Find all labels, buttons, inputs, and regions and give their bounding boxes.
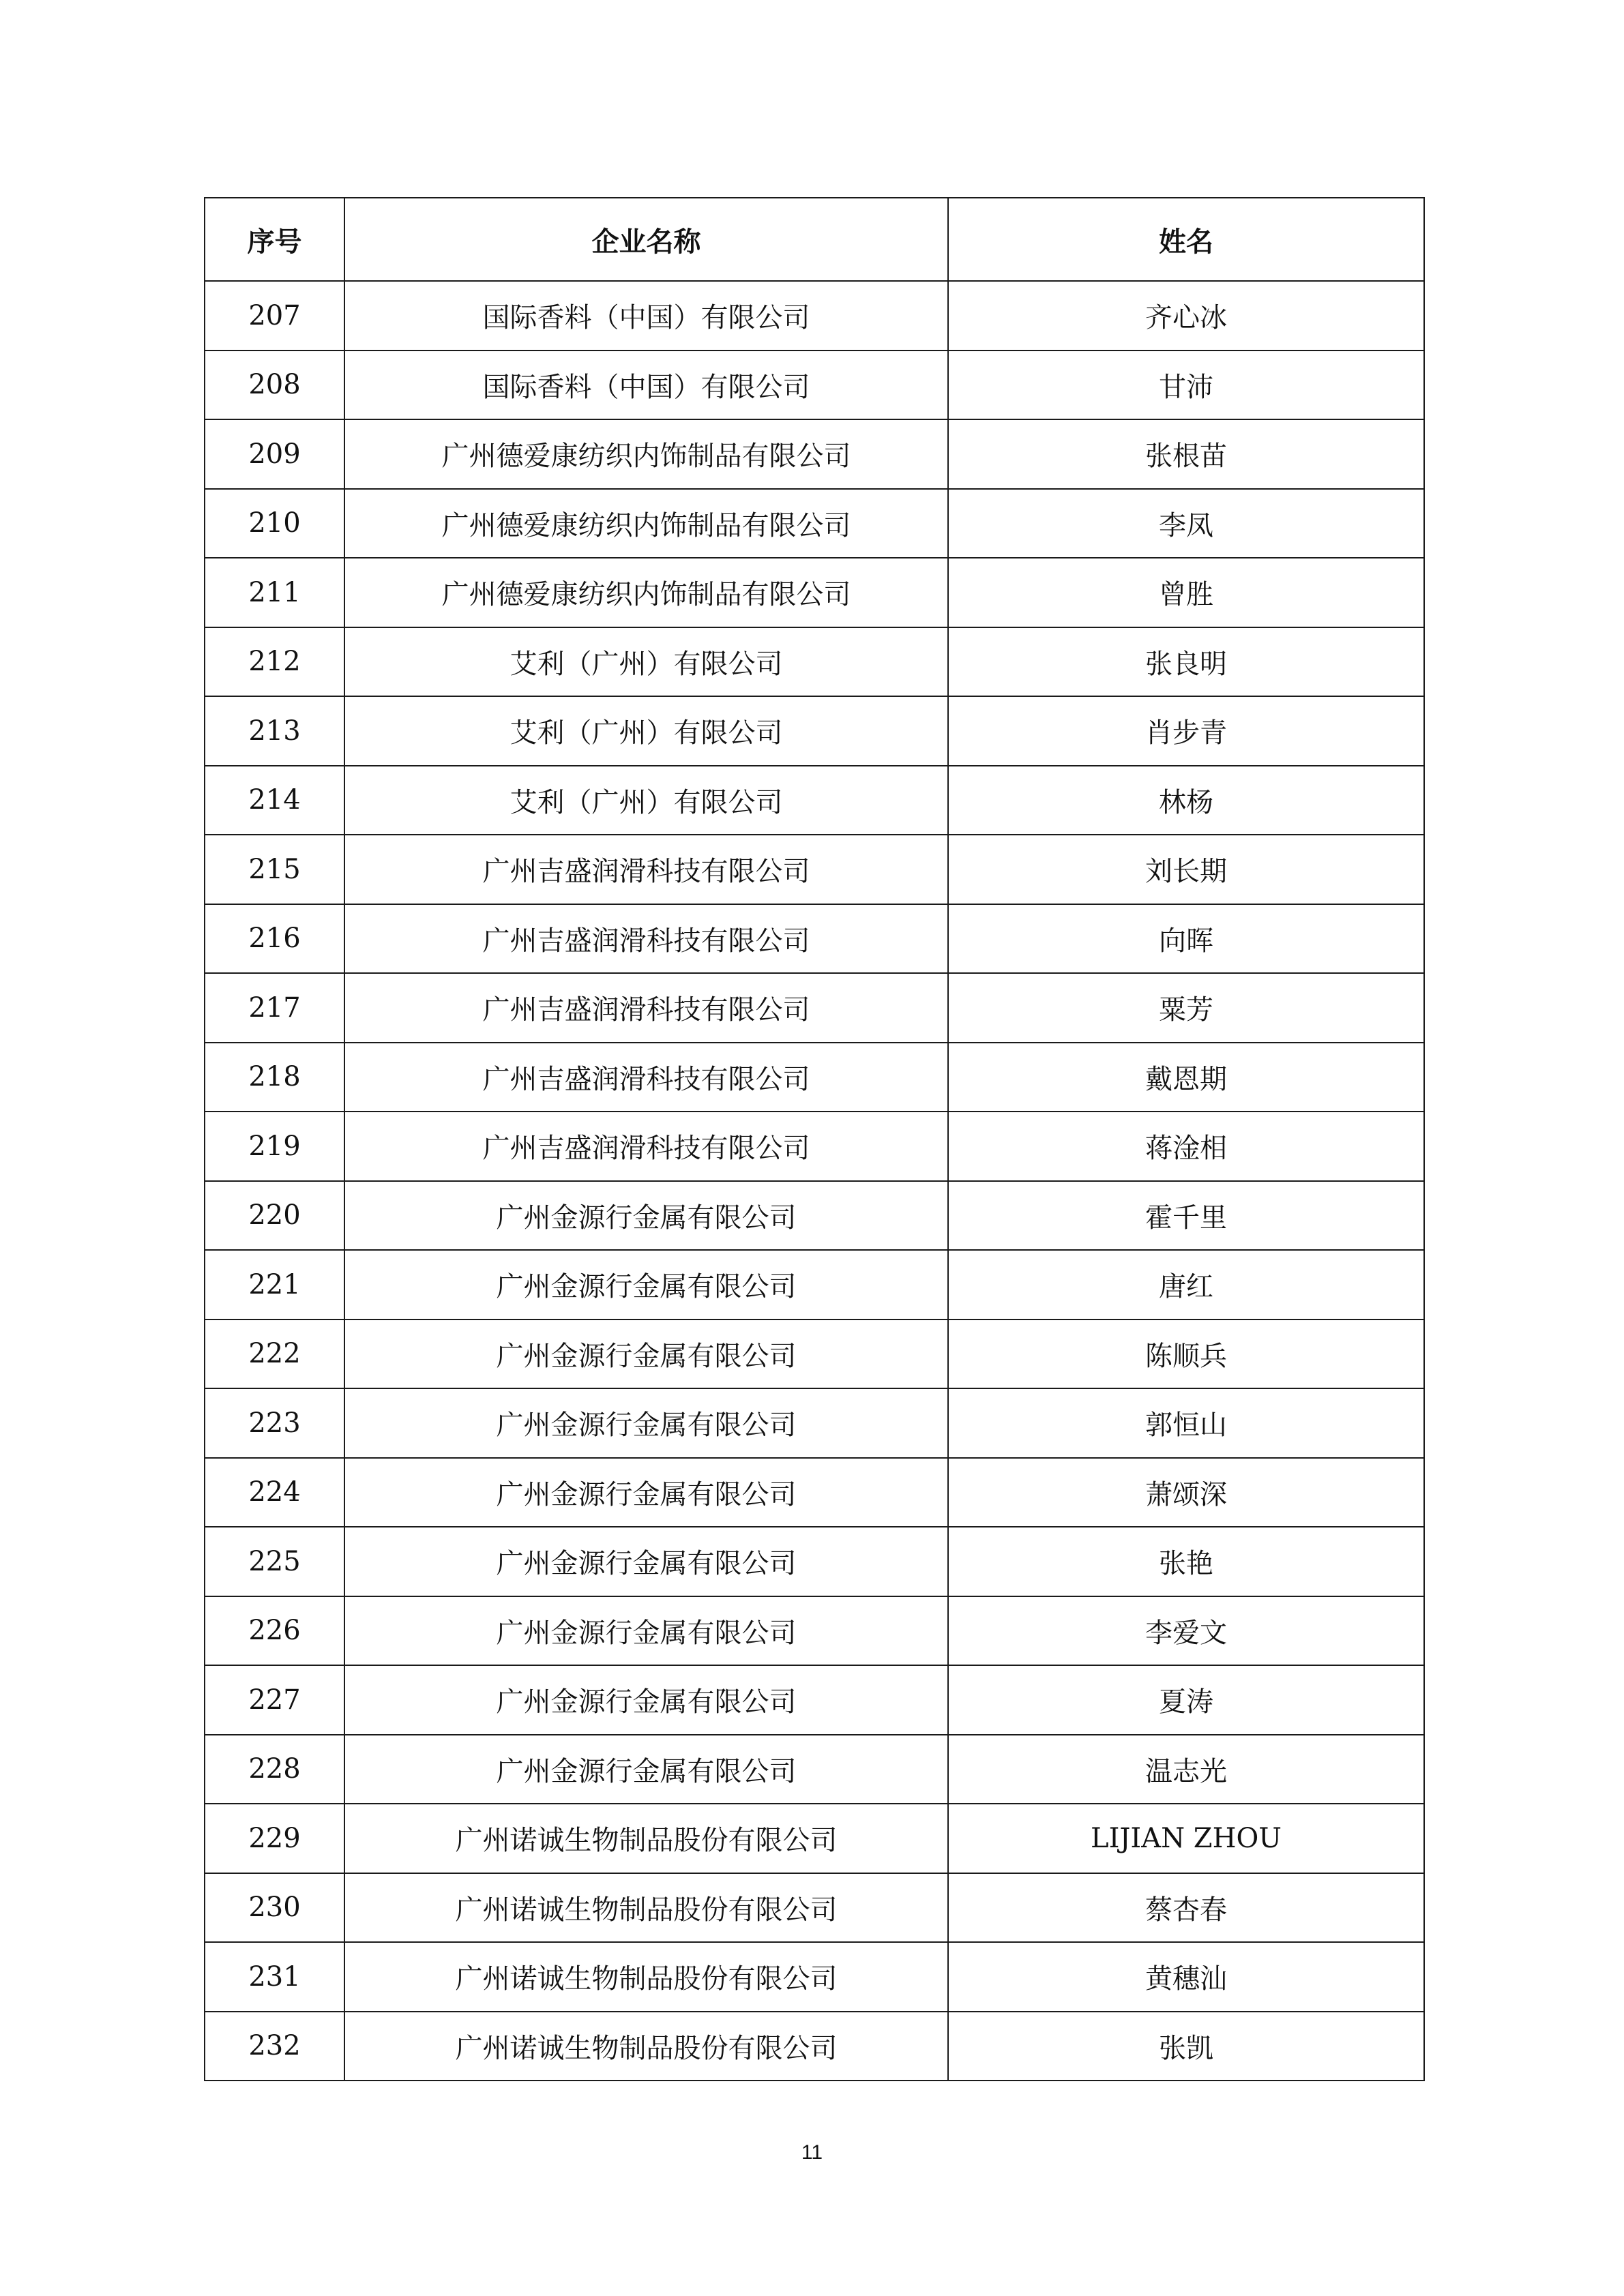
person-name-cell: 甘沛	[948, 351, 1424, 420]
table-row	[205, 1320, 1424, 1389]
serial-number-cell: 223	[205, 1388, 344, 1458]
table-row	[205, 1735, 1424, 1804]
person-name-cell: 李凤	[948, 489, 1424, 558]
serial-number-cell: 216	[205, 904, 344, 974]
table-row	[205, 2012, 1424, 2081]
company-name-cell: 广州德爱康纺织内饰制品有限公司	[344, 419, 948, 489]
serial-number-cell: 210	[205, 489, 344, 558]
person-name-cell: 刘长期	[948, 835, 1424, 904]
company-name-cell: 广州金源行金属有限公司	[344, 1320, 948, 1389]
serial-number-cell: 228	[205, 1735, 344, 1804]
page-number: 11	[801, 2141, 823, 2164]
person-name-cell: 陈顺兵	[948, 1320, 1424, 1389]
company-name-cell: 广州金源行金属有限公司	[344, 1250, 948, 1320]
serial-number-cell: 217	[205, 973, 344, 1043]
header-serial-number: 序号	[205, 198, 344, 281]
table-row	[205, 1873, 1424, 1943]
table-row	[205, 489, 1424, 558]
person-name-cell: 李爱文	[948, 1596, 1424, 1666]
person-name-cell: 蒋淦相	[948, 1112, 1424, 1181]
roster-table	[204, 197, 1425, 2081]
person-name-cell: 黄穗汕	[948, 1942, 1424, 2012]
table-row	[205, 281, 1424, 351]
company-name-cell: 广州金源行金属有限公司	[344, 1458, 948, 1527]
person-name-cell: 张根苗	[948, 419, 1424, 489]
company-name-cell: 广州金源行金属有限公司	[344, 1735, 948, 1804]
company-name-cell: 广州诺诚生物制品股份有限公司	[344, 1804, 948, 1873]
person-name-cell: 唐红	[948, 1250, 1424, 1320]
serial-number-cell: 222	[205, 1320, 344, 1389]
table-row	[205, 1596, 1424, 1666]
company-name-cell: 艾利（广州）有限公司	[344, 627, 948, 697]
table-row	[205, 1942, 1424, 2012]
serial-number-cell: 208	[205, 351, 344, 420]
serial-number-cell: 215	[205, 835, 344, 904]
person-name-cell: 郭恒山	[948, 1388, 1424, 1458]
company-name-cell: 广州吉盛润滑科技有限公司	[344, 904, 948, 974]
person-name-cell: 粟芳	[948, 973, 1424, 1043]
table-row	[205, 1665, 1424, 1735]
company-name-cell: 广州德爱康纺织内饰制品有限公司	[344, 558, 948, 627]
person-name-cell: 张艳	[948, 1527, 1424, 1596]
table-row	[205, 766, 1424, 835]
serial-number-cell: 220	[205, 1181, 344, 1251]
table-row	[205, 419, 1424, 489]
serial-number-cell: 231	[205, 1942, 344, 2012]
table-row	[205, 1112, 1424, 1181]
company-name-cell: 广州诺诚生物制品股份有限公司	[344, 1873, 948, 1943]
company-name-cell: 广州诺诚生物制品股份有限公司	[344, 2012, 948, 2081]
table-row	[205, 1527, 1424, 1596]
serial-number-cell: 232	[205, 2012, 344, 2081]
company-name-cell: 广州吉盛润滑科技有限公司	[344, 1112, 948, 1181]
company-name-cell: 广州吉盛润滑科技有限公司	[344, 835, 948, 904]
table-row	[205, 1250, 1424, 1320]
person-name-cell: 蔡杏春	[948, 1873, 1424, 1943]
company-name-cell: 广州诺诚生物制品股份有限公司	[344, 1942, 948, 2012]
company-name-cell: 艾利（广州）有限公司	[344, 766, 948, 835]
person-name-cell: 齐心冰	[948, 281, 1424, 351]
person-name-cell: 萧颂深	[948, 1458, 1424, 1527]
table-row	[205, 627, 1424, 697]
table-row	[205, 1458, 1424, 1527]
company-name-cell: 广州金源行金属有限公司	[344, 1388, 948, 1458]
serial-number-cell: 230	[205, 1873, 344, 1943]
serial-number-cell: 227	[205, 1665, 344, 1735]
company-name-cell: 广州金源行金属有限公司	[344, 1665, 948, 1735]
serial-number-cell: 225	[205, 1527, 344, 1596]
person-name-cell: 肖步青	[948, 696, 1424, 766]
company-name-cell: 广州德爱康纺织内饰制品有限公司	[344, 489, 948, 558]
company-name-cell: 艾利（广州）有限公司	[344, 696, 948, 766]
serial-number-cell: 209	[205, 419, 344, 489]
serial-number-cell: 226	[205, 1596, 344, 1666]
serial-number-cell: 218	[205, 1043, 344, 1112]
serial-number-cell: 211	[205, 558, 344, 627]
header-company-name: 企业名称	[344, 198, 948, 281]
table-header-row	[205, 198, 1424, 281]
company-name-cell: 广州吉盛润滑科技有限公司	[344, 1043, 948, 1112]
company-name-cell: 广州金源行金属有限公司	[344, 1181, 948, 1251]
table-row	[205, 1181, 1424, 1251]
person-name-cell: 张良明	[948, 627, 1424, 697]
person-name-cell: 向晖	[948, 904, 1424, 974]
table-row	[205, 1043, 1424, 1112]
person-name-cell: 林杨	[948, 766, 1424, 835]
serial-number-cell: 213	[205, 696, 344, 766]
serial-number-cell: 212	[205, 627, 344, 697]
company-name-cell: 广州吉盛润滑科技有限公司	[344, 973, 948, 1043]
serial-number-cell: 224	[205, 1458, 344, 1527]
table-row	[205, 351, 1424, 420]
person-name-cell: 曾胜	[948, 558, 1424, 627]
company-name-cell: 广州金源行金属有限公司	[344, 1527, 948, 1596]
table-row	[205, 904, 1424, 974]
company-name-cell: 国际香料（中国）有限公司	[344, 281, 948, 351]
table-row	[205, 1388, 1424, 1458]
table-body	[205, 281, 1424, 2081]
table-row	[205, 558, 1424, 627]
company-name-cell: 国际香料（中国）有限公司	[344, 351, 948, 420]
serial-number-cell: 207	[205, 281, 344, 351]
serial-number-cell: 214	[205, 766, 344, 835]
person-name-cell: 温志光	[948, 1735, 1424, 1804]
person-name-cell: LIJIAN ZHOU	[948, 1804, 1424, 1873]
table-row	[205, 696, 1424, 766]
table-row	[205, 973, 1424, 1043]
person-name-cell: 戴恩期	[948, 1043, 1424, 1112]
serial-number-cell: 219	[205, 1112, 344, 1181]
header-person-name: 姓名	[948, 198, 1424, 281]
serial-number-cell: 221	[205, 1250, 344, 1320]
table-row	[205, 1804, 1424, 1873]
table-row	[205, 835, 1424, 904]
person-name-cell: 张凯	[948, 2012, 1424, 2081]
person-name-cell: 夏涛	[948, 1665, 1424, 1735]
person-name-cell: 霍千里	[948, 1181, 1424, 1251]
company-name-cell: 广州金源行金属有限公司	[344, 1596, 948, 1666]
serial-number-cell: 229	[205, 1804, 344, 1873]
